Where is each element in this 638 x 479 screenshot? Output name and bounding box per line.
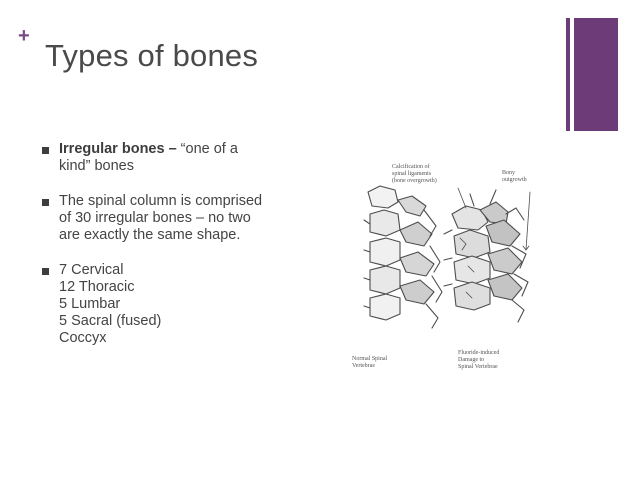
figure-label-fluoride-damage: Fluoride-induced Damage to Spinal Vertebrae	[458, 350, 500, 370]
plus-icon: +	[18, 25, 30, 47]
vertebra-count-line: 5 Lumbar	[59, 296, 121, 312]
square-bullet-icon	[42, 199, 49, 206]
vertebrae-drawing	[340, 150, 555, 382]
vertebra-count-line: 7 Cervical	[59, 262, 124, 278]
bullet-text: are exactly the same shape.	[59, 227, 241, 243]
decorative-bar-thick	[574, 18, 618, 131]
bullet-bold-term: Irregular bones –	[59, 141, 177, 157]
vertebra-count-line: 5 Sacral (fused)	[59, 313, 162, 329]
bullet-list	[42, 141, 287, 365]
square-bullet-icon	[42, 268, 49, 275]
bullet-text: kind” bones	[59, 158, 134, 174]
bullet-text: The spinal column is comprised	[59, 193, 263, 209]
bullet-vertebrae-counts	[42, 262, 287, 347]
bullet-text: “one of a	[176, 141, 238, 157]
figure-label-normal: Normal Spinal Vertebrae	[352, 356, 388, 369]
vertebra-count-line: Coccyx	[59, 330, 107, 346]
vertebra-count-line: 12 Thoracic	[59, 279, 135, 295]
bullet-spinal-column	[42, 193, 287, 244]
figure-label-bony-outgrowth: Bony outgrowth	[502, 170, 527, 183]
bullet-text: of 30 irregular bones – no two	[59, 210, 251, 226]
figure-label-calcification: Calcification of spinal ligaments (bone overgrowth)	[392, 164, 437, 184]
normal-vertebrae-drawing	[364, 186, 442, 328]
decorative-bar-thin	[566, 18, 570, 131]
slide-title: Types of bones	[45, 38, 259, 73]
damaged-vertebrae-drawing	[444, 190, 528, 322]
square-bullet-icon	[42, 147, 49, 154]
bullet-irregular-bones	[42, 141, 287, 175]
spine-illustration	[340, 150, 555, 382]
